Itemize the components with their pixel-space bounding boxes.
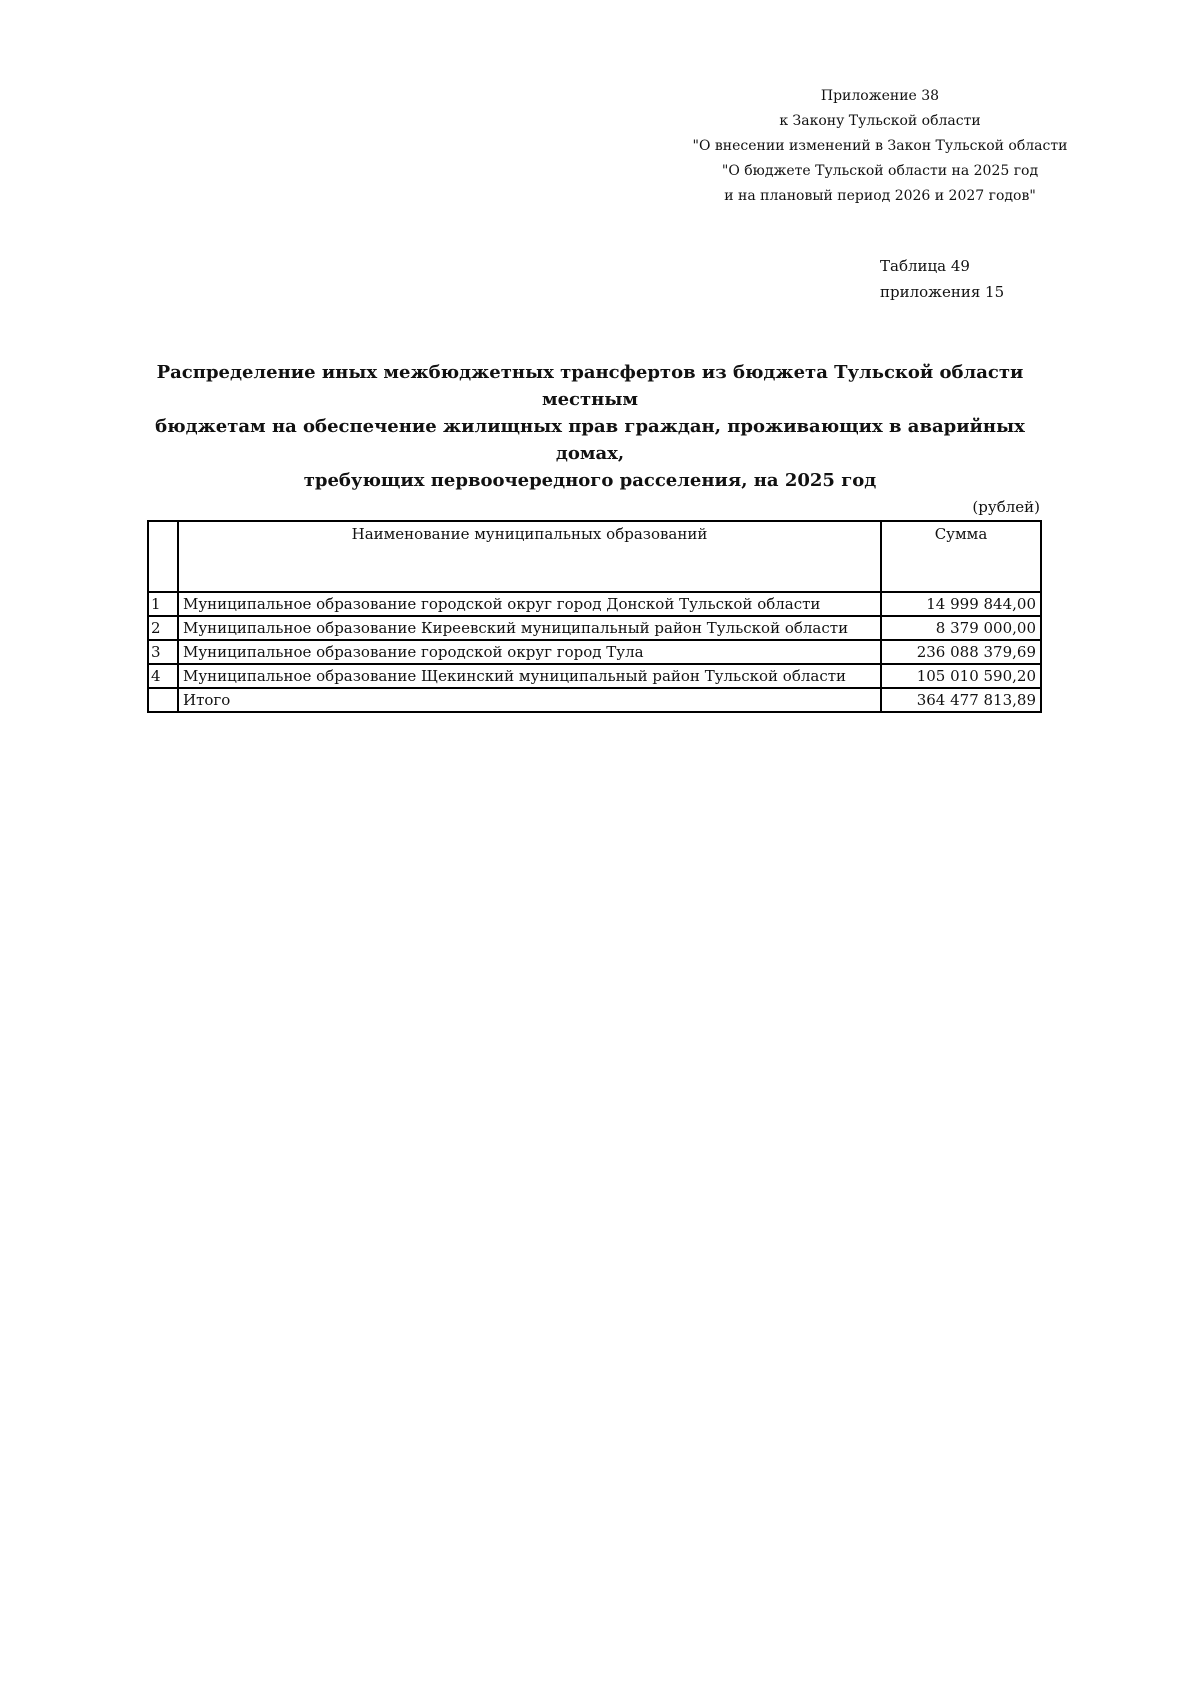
table-row xyxy=(148,592,1041,616)
header-line: "О внесении изменений в Закон Тульской области xyxy=(692,138,1068,154)
row-amount: 236 088 379,69 xyxy=(881,640,1041,664)
column-header-number xyxy=(148,521,178,592)
row-name: Муниципальное образование городской округ город Донской Тульской области xyxy=(178,592,881,616)
row-amount: 8 379 000,00 xyxy=(881,616,1041,640)
row-name: Муниципальное образование Щекинский муниципальный район Тульской области xyxy=(178,664,881,688)
row-name: Муниципальное образование Киреевский муниципальный район Тульской области xyxy=(178,616,881,640)
total-amount: 364 477 813,89 xyxy=(881,688,1041,712)
table-row xyxy=(148,616,1041,640)
header-line: Приложение 38 xyxy=(820,88,940,104)
document-header xyxy=(670,84,1090,209)
units-label: (рублей) xyxy=(972,498,1040,516)
row-number: 3 xyxy=(148,640,178,664)
header-line: и на плановый период 2026 и 2027 годов" xyxy=(724,188,1036,204)
table-header-row xyxy=(148,521,1041,592)
title-line: бюджетам на обеспечение жилищных прав граждан, проживающих в аварийных домах, xyxy=(155,416,1025,464)
total-number xyxy=(148,688,178,712)
row-number: 2 xyxy=(148,616,178,640)
table-row xyxy=(148,664,1041,688)
row-number: 1 xyxy=(148,592,178,616)
table-reference xyxy=(880,253,1004,305)
column-header-name: Наименование муниципальных образований xyxy=(178,521,881,592)
total-label: Итого xyxy=(178,688,881,712)
header-line: "О бюджете Тульской области на 2025 год xyxy=(721,163,1039,179)
column-header-amount: Сумма xyxy=(881,521,1041,592)
table-row xyxy=(148,640,1041,664)
row-amount: 14 999 844,00 xyxy=(881,592,1041,616)
header-line: к Закону Тульской области xyxy=(779,113,981,129)
transfers-table xyxy=(147,520,1042,713)
table-number: Таблица 49 xyxy=(880,257,970,275)
row-amount: 105 010 590,20 xyxy=(881,664,1041,688)
title-line: Распределение иных межбюджетных трансфертов из бюджета Тульской области местным xyxy=(156,362,1024,410)
title-line: требующих первоочередного расселения, на 2025 год xyxy=(303,470,877,491)
appendix-number: приложения 15 xyxy=(880,283,1005,301)
row-number: 4 xyxy=(148,664,178,688)
document-title xyxy=(120,359,1060,494)
table-total-row xyxy=(148,688,1041,712)
row-name: Муниципальное образование городской округ город Тула xyxy=(178,640,881,664)
